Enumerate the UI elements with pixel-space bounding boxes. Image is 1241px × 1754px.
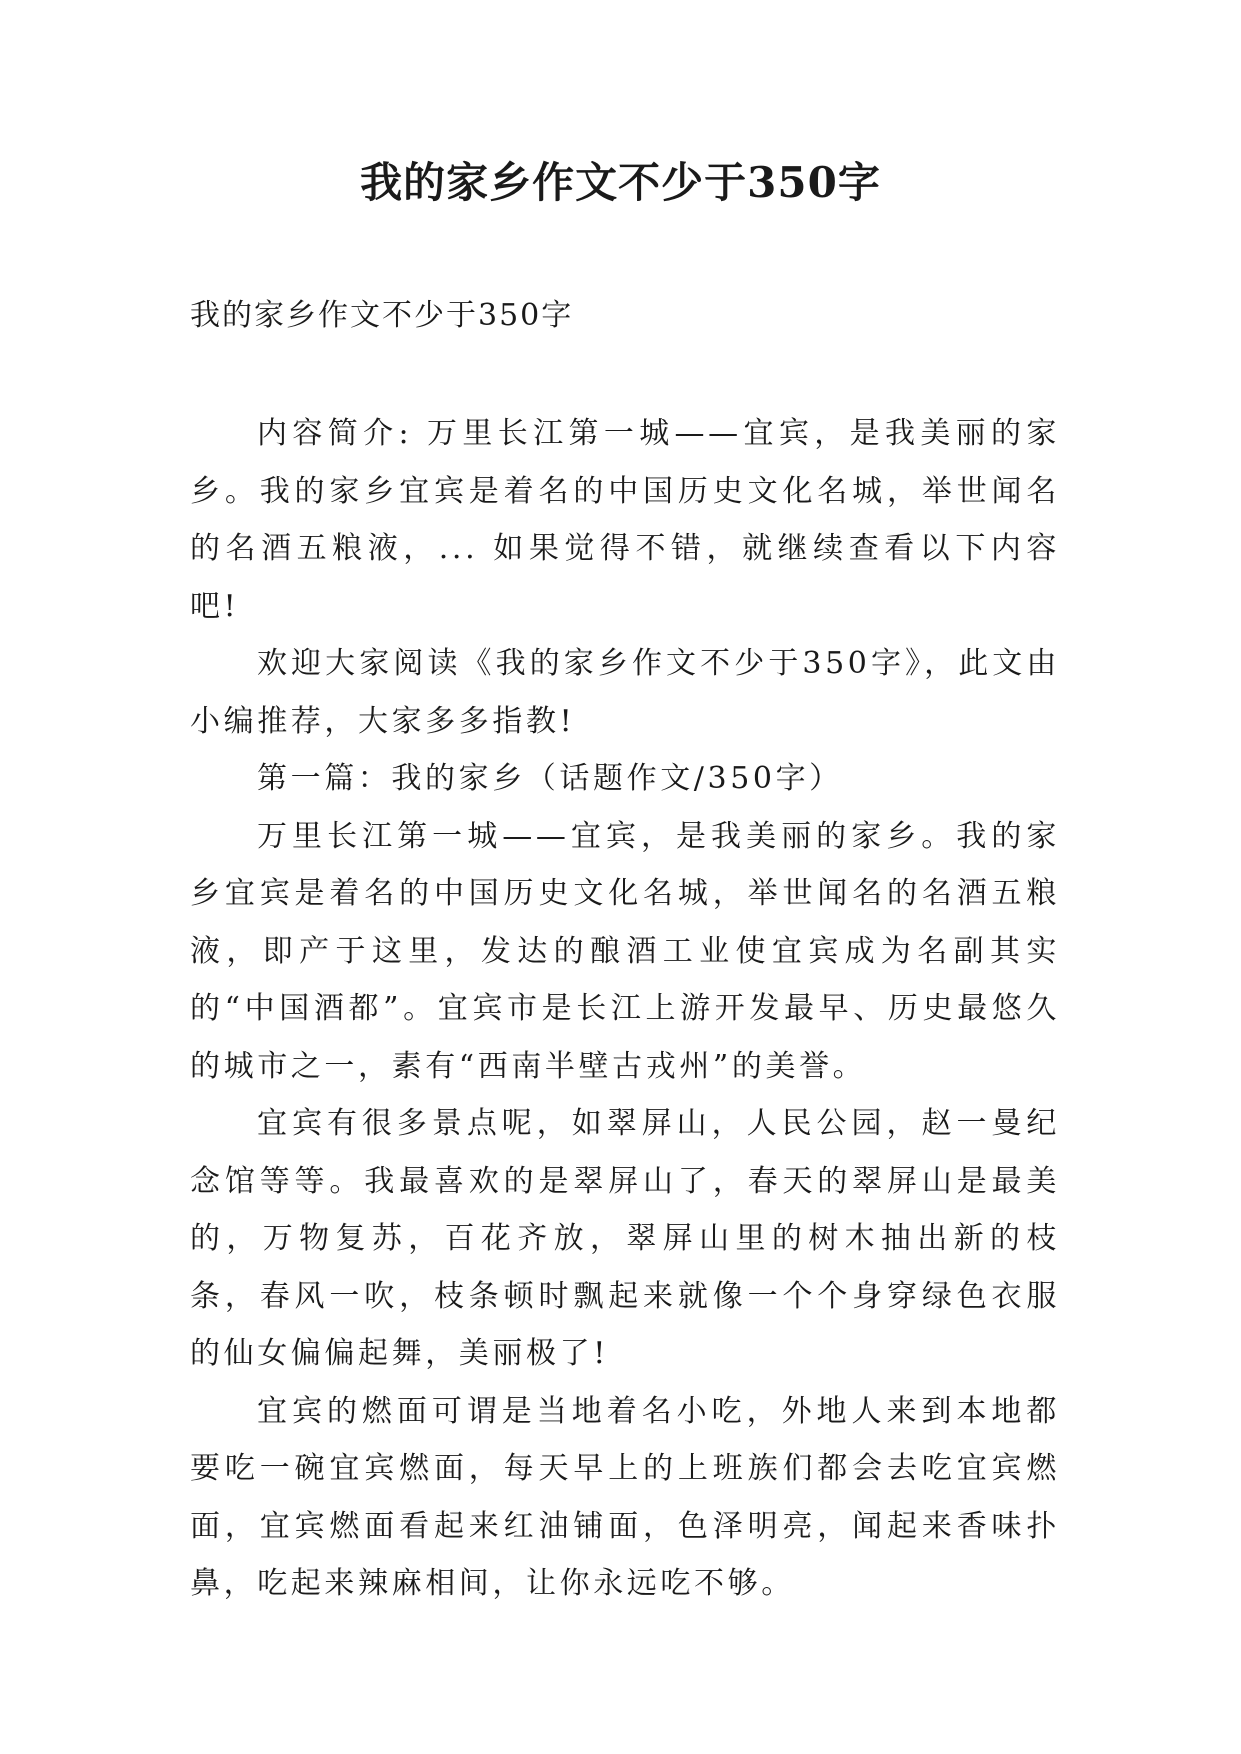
paragraph-scenery: 宜宾有很多景点呢，如翠屏山，人民公园，赵一曼纪念馆等等。我最喜欢的是翠屏山了，春天的翠屏山是最美的，万物复苏，百花齐放，翠屏山里的树木抽出新的枝条，春风一吹，枝条顿时飘起来就像一个个身穿绿色衣服的仙女偏偏起舞，美丽极了! xyxy=(190,1106,1060,1371)
paragraph-food: 宜宾的燃面可谓是当地着名小吃，外地人来到本地都要吃一碗宜宾燃面，每天早上的上班族们都会去吃宜宾燃面，宜宾燃面看起来红油铺面，色泽明亮，闻起来香味扑鼻，吃起来辣麻相间，让你永远吃不够。 xyxy=(190,1393,1060,1601)
page-title: 我的家乡作文不少于350字 xyxy=(360,158,881,207)
paragraph-intro: 万里长江第一城——宜宾，是我美丽的家乡。我的家乡宜宾是着名的中国历史文化名城，举世闻名的名酒五粮液，即产于这里，发达的酿酒工业使宜宾成为名副其实的“中国酒都”。宜宾市是长江上游开发最早、历史最悠久的城市之一，素有“西南半壁古戎州”的美誉。 xyxy=(190,818,1060,1084)
paragraph-summary: 内容简介: 万里长江第一城——宜宾，是我美丽的家乡。我的家乡宜宾是着名的中国历史文化名城，举世闻名的名酒五粮液，... 如果觉得不错，就继续查看以下内容吧! xyxy=(190,416,1060,624)
section-heading: 第一篇：我的家乡（话题作文/350字） xyxy=(257,761,843,796)
paragraph-welcome: 欢迎大家阅读《我的家乡作文不少于350字》，此文由小编推荐，大家多多指教! xyxy=(190,646,1060,739)
document-body xyxy=(190,405,1060,1613)
document-subtitle: 我的家乡作文不少于350字 xyxy=(190,298,574,333)
